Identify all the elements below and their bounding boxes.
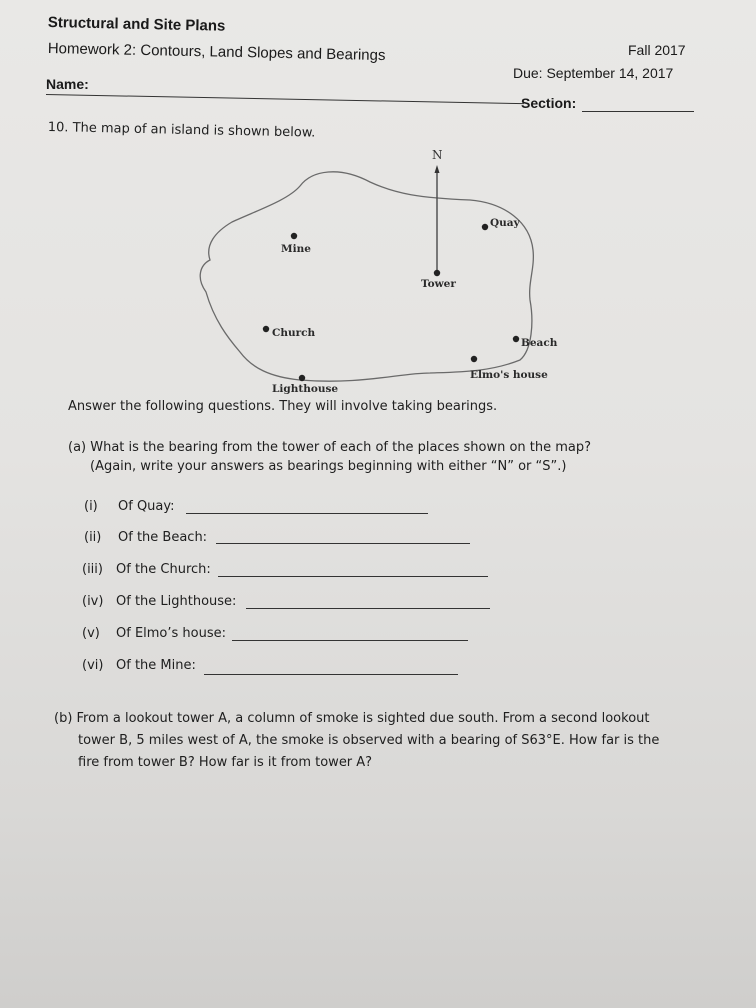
item-label: Of Quay: <box>118 499 175 514</box>
part-b-line-3: fire from tower B? How far is it from tower A? <box>78 755 373 770</box>
answer-blank-church[interactable] <box>218 576 488 577</box>
mine-marker <box>291 233 297 239</box>
answer-blank-beach[interactable] <box>216 543 470 544</box>
tower-marker <box>434 270 440 276</box>
part-b-line-1: (b) From a lookout tower A, a column of smoke is sighted due south. From a second lookout <box>54 711 650 726</box>
answer-blank-mine[interactable] <box>204 674 458 675</box>
item-label: Of Elmo’s house: <box>116 626 227 641</box>
beach-marker <box>513 336 519 342</box>
mine-label: Mine <box>281 243 311 255</box>
item-number: (vi) <box>82 658 104 673</box>
island-map <box>0 0 756 420</box>
item-label: Of the Church: <box>116 562 211 577</box>
north-arrow-head <box>435 165 440 173</box>
lighthouse-label: Lighthouse <box>272 383 339 395</box>
lighthouse-marker <box>299 375 305 381</box>
item-label: Of the Beach: <box>118 530 208 545</box>
problem-intro: 10. The map of an island is shown below. <box>47 120 316 141</box>
section-label: Section: <box>521 95 577 111</box>
elmos-house-label: Elmo's house <box>470 369 548 381</box>
item-number: (ii) <box>84 530 102 545</box>
quay-marker <box>482 224 488 230</box>
answer-blank-elmos-house[interactable] <box>232 640 468 641</box>
answer-blank-lighthouse[interactable] <box>246 608 490 609</box>
part-b-line-2: tower B, 5 miles west of A, the smoke is observed with a bearing of S63°E. How far is the <box>78 733 660 748</box>
part-a-note: (Again, write your answers as bearings beginning with either “N” or “S”.) <box>90 459 567 474</box>
church-marker <box>263 326 269 332</box>
north-label: N <box>432 148 443 162</box>
island-outline <box>200 172 533 381</box>
term-label: Fall 2017 <box>628 42 686 58</box>
item-label: Of the Lighthouse: <box>116 594 237 609</box>
homework-title-text: Homework 2: Contours, Land Slopes and Bearings <box>47 40 386 65</box>
answer-item-church <box>82 562 211 577</box>
answer-item-quay <box>84 499 175 514</box>
beach-label: Beach <box>521 337 558 349</box>
item-number: (iii) <box>82 562 103 577</box>
part-a-question: (a) What is the bearing from the tower of each of the places shown on the map? <box>68 440 592 455</box>
instruction-text: Answer the following questions. They will involve taking bearings. <box>68 399 498 414</box>
answer-item-elmos-house <box>82 626 226 641</box>
due-date: Due: September 14, 2017 <box>513 65 674 81</box>
tower-label: Tower <box>421 278 456 290</box>
answer-blank-quay[interactable] <box>186 513 428 514</box>
course-title: Structural and Site Plans <box>47 14 226 35</box>
quay-label: Quay <box>490 217 520 229</box>
item-label: Of the Mine: <box>116 658 196 673</box>
answer-item-mine <box>82 658 196 673</box>
item-number: (v) <box>82 626 100 641</box>
answer-item-lighthouse <box>82 594 236 609</box>
name-label: Name: <box>46 76 89 92</box>
answer-item-beach <box>84 530 207 545</box>
item-number: (i) <box>84 499 98 514</box>
item-number: (iv) <box>82 594 104 609</box>
church-label: Church <box>272 327 316 339</box>
elmos-house-marker <box>471 356 477 362</box>
